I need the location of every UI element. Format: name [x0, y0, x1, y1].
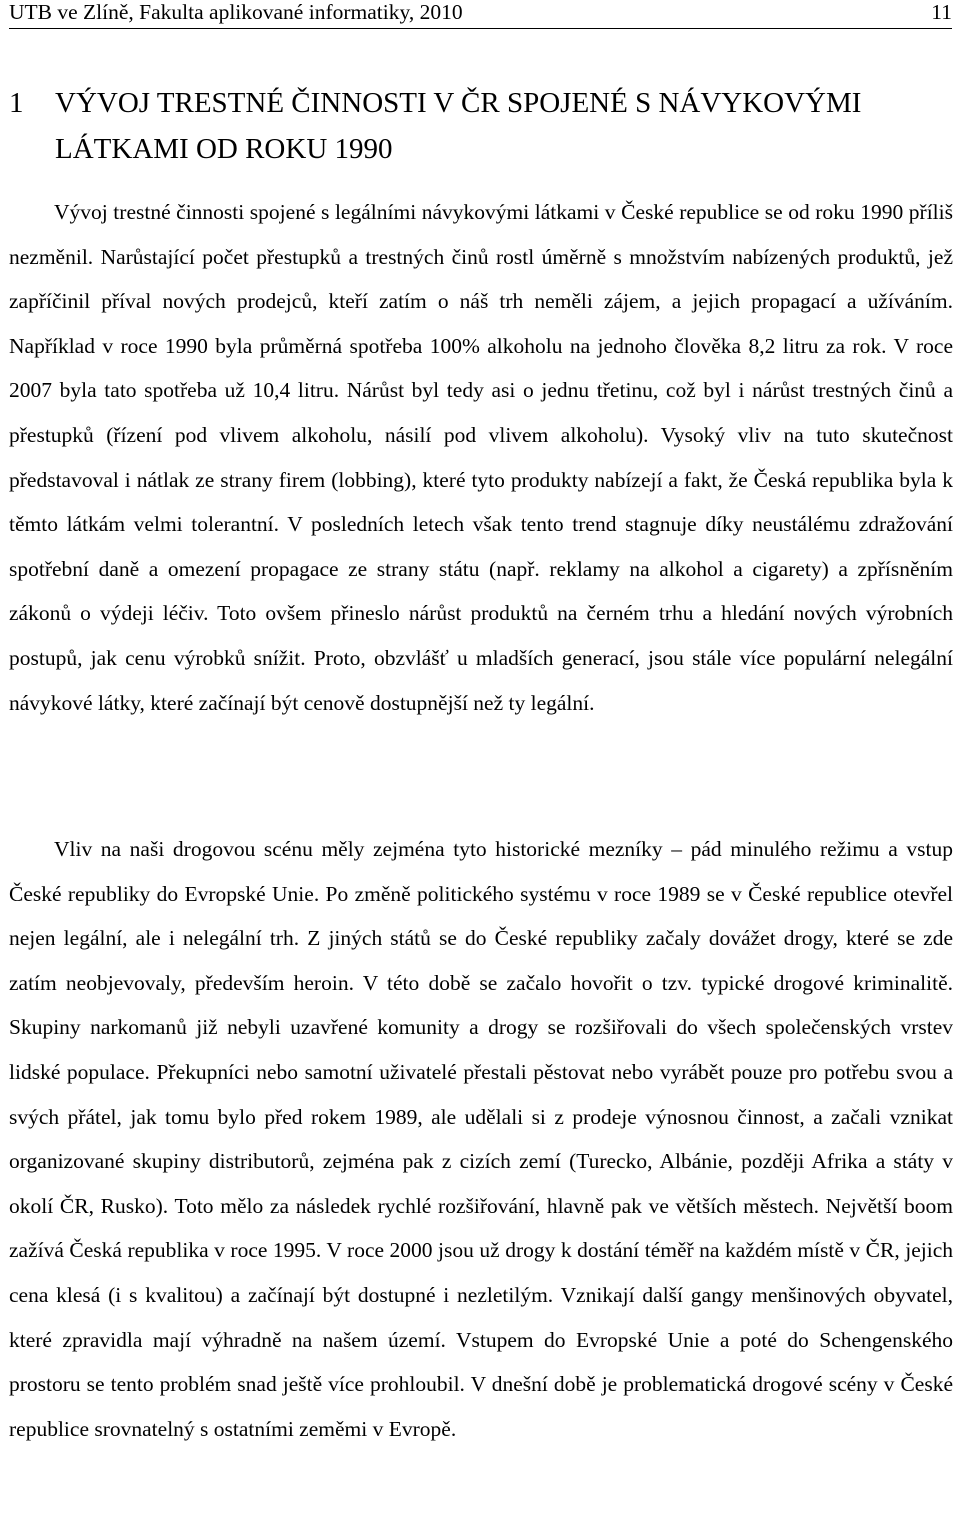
- running-header: [9, 0, 952, 29]
- chapter-title: VÝVOJ TRESTNÉ ČINNOSTI V ČR SPOJENÉ S NÁVYKOVÝMI LÁTKAMI OD ROKU 1990: [55, 87, 862, 165]
- paragraph-2: Vliv na naši drogovou scénu měly zejména tyto historické mezníky – pád minulého režimu a vstup České republiky do Evropské Unie. Po změně politického systému v roce 1989 se v České republice otevřel nejen legální, ale i nelegální trh. Z jiných států se do České republiky začaly dovážet drogy, které se zde zatím neobjevovaly, především heroin. V této době se začalo hovořit o tzv. typické drogové kriminalitě. Skupiny narkomanů již nebyli uzavřené komunity a drogy se rozšiřovali do všech společenských vrstev lidské populace. Překupníci nebo samotní uživatelé přestali pěstovat nebo vyrábět pouze pro potřebu svou a svých přátel, jak tomu bylo před rokem 1989, ale udělali si z prodeje výnosnou činnost, a začali vznikat organizované skupiny distributorů, zejména pak z cizích zemí (Turecko, Albánie, později Afrika a státy v okolí ČR, Rusko). Toto mělo za následek rychlé rozšiřování, hlavně pak ve větších městech. Největší boom zažívá Česká republika v roce 1995. V roce 2000 jsou už drogy k dostání téměř na každém místě v ČR, jejich cena klesá (i s kvalitou) a začínají být dostupné i nezletilým. Vznikají další gangy menšinových obyvatel, které zpravidla mají výhradně na našem území. Vstupem do Evropské Unie a poté do Schengenského prostoru se tento problém snad ještě více prohloubil. V dnešní době je problematická drogové scény v České republice srovnatelný s ostatními zeměmi v Evropě.: [9, 837, 953, 1441]
- chapter-heading: [9, 80, 954, 172]
- header-page-number: 11: [931, 0, 952, 24]
- chapter-number: 1: [9, 87, 24, 119]
- header-institution: UTB ve Zlíně, Fakulta aplikované informatiky, 2010: [9, 0, 463, 24]
- paragraph-1: Vývoj trestné činnosti spojené s legálními návykovými látkami v České republice se od roku 1990 příliš nezměnil. Narůstající počet přestupků a trestných činů rostl úměrně s množstvím nabízených produktů, jež zapříčinil příval nových prodejců, kteří zatím o náš trh neměli zájem, a jejich propagací a užíváním. Například v roce 1990 byla průměrná spotřeba 100% alkoholu na jednoho člověka 8,2 litru za rok. V roce 2007 byla tato spotřeba už 10,4 litru. Nárůst byl tedy asi o jednu třetinu, což byl i nárůst trestných činů a přestupků (řízení pod vlivem alkoholu, násilí pod vlivem alkoholu). Vysoký vliv na tuto skutečnost představoval i nátlak ze strany firem (lobbing), které tyto produkty nabízejí a fakt, že Česká republika byla k těmto látkám velmi tolerantní. V posledních letech však tento trend stagnuje díky neustálému zdražování spotřební daně a omezení propagace ze strany státu (např. reklamy na alkohol a cigarety) a zpřísněním zákonů o výdeji léčiv. Toto ovšem přineslo nárůst produktů na černém trhu a hledání nových výrobních postupů, jak cenu výrobků snížit. Proto, obzvlášť u mladších generací, jsou stále více populární nelegální návykové látky, které začínají být cenově dostupnější než ty legální.: [9, 200, 953, 715]
